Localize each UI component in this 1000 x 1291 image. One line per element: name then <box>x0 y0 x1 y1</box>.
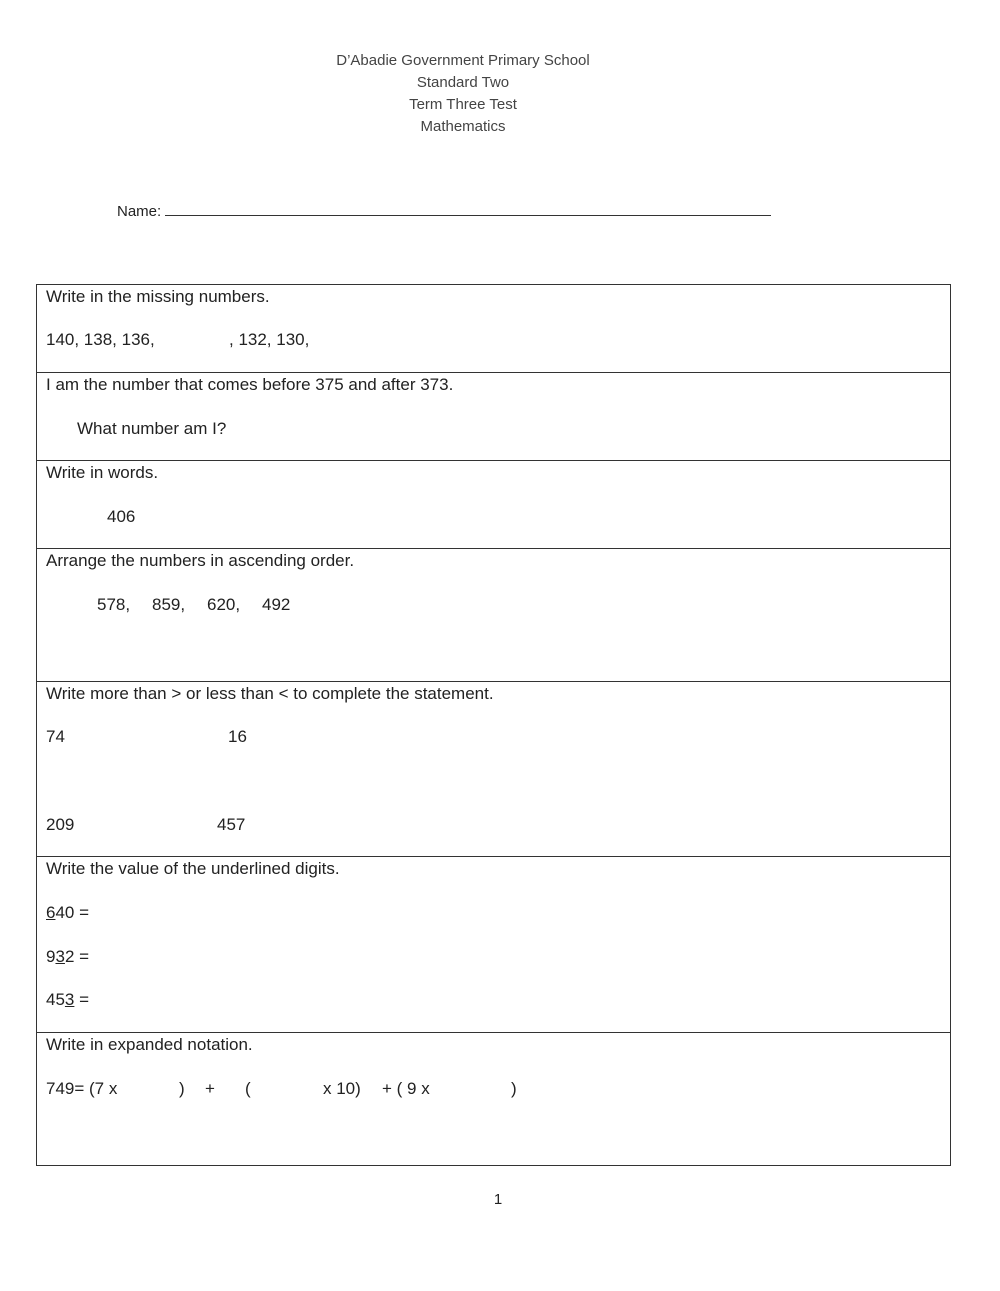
expansion-part: + ( 9 x <box>382 1079 430 1098</box>
expansion-part: ) <box>179 1079 185 1098</box>
question-title: Write the value of the underlined digits. <box>46 859 340 878</box>
question-compare-numbers <box>37 682 950 857</box>
digit-suffix: 2 = <box>64 947 90 966</box>
question-digit-value <box>37 857 950 1033</box>
expansion-part: x 10) <box>323 1079 361 1098</box>
digit-suffix: = <box>74 990 90 1009</box>
question-expanded-notation <box>37 1033 950 1166</box>
digit-prefix: 9 <box>46 947 56 966</box>
name-input-line[interactable] <box>165 201 771 216</box>
test-term: Term Three Test <box>409 96 517 113</box>
subject-label: Mathematics <box>420 118 506 135</box>
school-name: D’Abadie Government Primary School <box>336 52 590 69</box>
question-title: Write more than > or less than < to complete the statement. <box>46 684 494 703</box>
digit-suffix: 40 = <box>55 903 90 922</box>
sequence-end: , 132, 130, <box>229 330 310 349</box>
digit-item <box>46 903 89 923</box>
digit-item <box>46 990 89 1010</box>
compare-right: 457 <box>217 815 246 834</box>
underlined-digit: 6 <box>46 903 56 922</box>
question-title: Arrange the numbers in ascending order. <box>46 551 355 570</box>
number-item: 620, <box>207 595 241 614</box>
question-title: I am the number that comes before 375 and after 373. <box>46 375 454 394</box>
question-title: Write in expanded notation. <box>46 1035 253 1054</box>
underlined-digit: 3 <box>55 947 65 966</box>
underlined-digit: 3 <box>64 990 75 1009</box>
expansion-part: + <box>205 1079 215 1098</box>
page-number: 1 <box>493 1191 503 1208</box>
expansion-part: 749= (7 x <box>46 1079 118 1098</box>
question-number-riddle <box>37 373 950 461</box>
name-label: Name: <box>117 203 162 220</box>
expansion-part: ( <box>245 1079 251 1098</box>
standard-label: Standard Two <box>416 74 510 91</box>
riddle-prompt: What number am I? <box>77 419 227 438</box>
question-missing-numbers <box>37 285 950 373</box>
question-title: Write in the missing numbers. <box>46 287 270 306</box>
question-title: Write in words. <box>46 463 159 482</box>
number-item: 492 <box>262 595 291 614</box>
name-row <box>117 201 771 220</box>
sequence-start: 140, 138, 136, <box>46 330 155 349</box>
number-item: 859, <box>152 595 186 614</box>
question-ascending-order <box>37 549 950 682</box>
question-table <box>36 284 951 1166</box>
number-to-write: 406 <box>107 507 136 526</box>
question-write-in-words <box>37 461 950 549</box>
compare-left: 74 <box>46 727 65 746</box>
number-item: 578, <box>97 595 131 614</box>
compare-right: 16 <box>228 727 247 746</box>
expansion-part: ) <box>511 1079 517 1098</box>
compare-left: 209 <box>46 815 75 834</box>
digit-item <box>46 947 89 967</box>
digit-prefix: 45 <box>46 990 65 1009</box>
